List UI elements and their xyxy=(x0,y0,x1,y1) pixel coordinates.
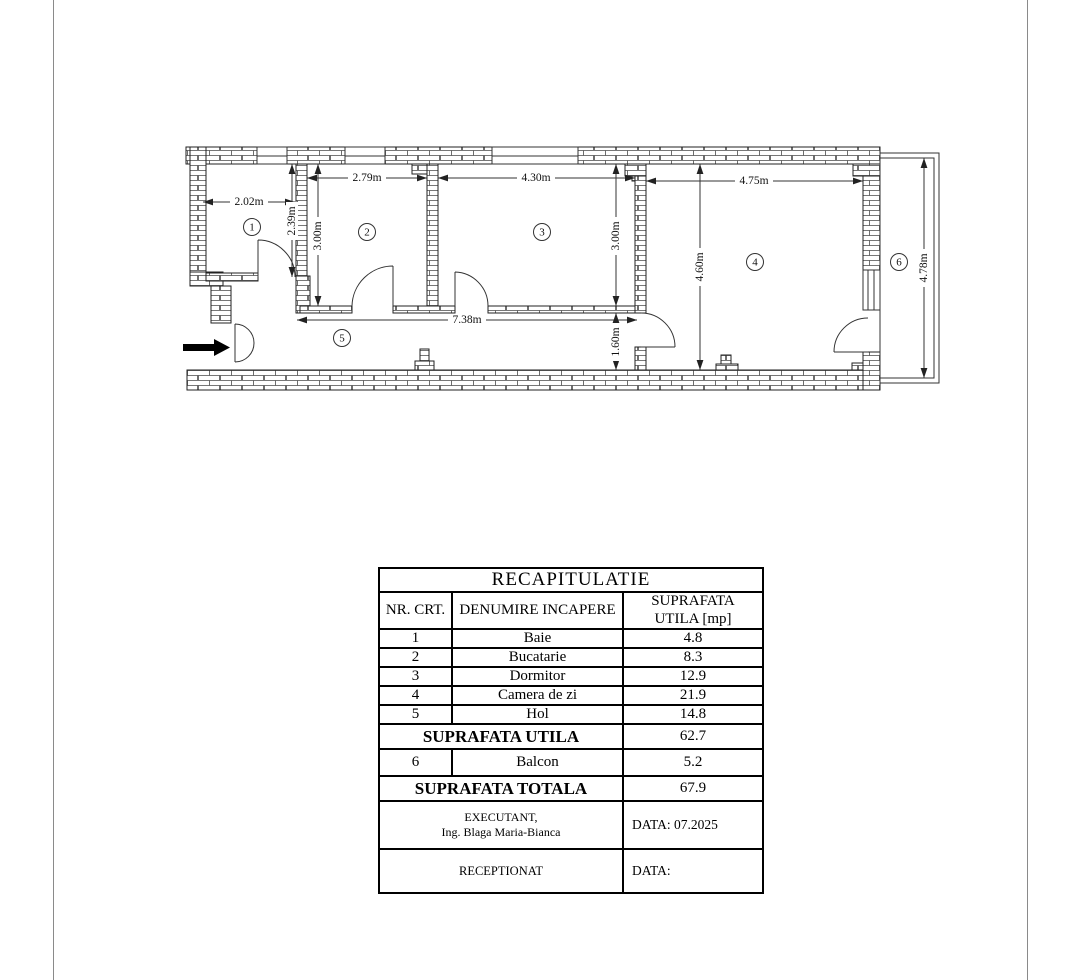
dim-label-4-60m: 4.60m xyxy=(694,252,706,282)
pier-hol-stem xyxy=(420,349,429,362)
cell-area: 8.3 xyxy=(623,648,763,667)
table-row-baie xyxy=(379,629,763,648)
col-header-nr-crt: NR. CRT. xyxy=(379,592,452,629)
pier-room4-base xyxy=(716,364,738,370)
wall-hol-north-c xyxy=(488,306,635,313)
wall-bottom xyxy=(187,370,878,390)
table-row-balcon xyxy=(379,749,763,776)
wall-left-lower xyxy=(211,286,231,323)
cell-area: 14.8 xyxy=(623,705,763,724)
cell-area: 12.9 xyxy=(623,667,763,686)
room-label-bucatarie: 2 xyxy=(364,226,370,239)
col-header-suprafata-line2: UTILA [mp] xyxy=(654,610,732,627)
col-header-suprafata-line1: SUPRAFATA xyxy=(651,593,735,610)
room-labels xyxy=(244,219,908,347)
pier-hol-base xyxy=(415,361,434,370)
door-room3 xyxy=(455,272,488,306)
dim-label-7-38m: 7.38m xyxy=(452,314,482,326)
table-row-camera-de-zi xyxy=(379,686,763,705)
room-label-hol: 5 xyxy=(339,332,345,345)
cell-nr: 3 xyxy=(379,667,452,686)
recap-header-row xyxy=(379,592,763,629)
cell-nr: 1 xyxy=(379,629,452,648)
balcony-railing-outer xyxy=(880,153,939,383)
cell-nr: 6 xyxy=(379,749,452,776)
wall-hol-north-a xyxy=(300,306,352,313)
wall-left-upper xyxy=(190,147,206,281)
interior-walls xyxy=(206,164,646,370)
cell-area: 21.9 xyxy=(623,686,763,705)
dim-label-4-30m: 4.30m xyxy=(521,172,551,184)
door-hol-room4 xyxy=(641,313,675,347)
wall-room1-south xyxy=(206,273,258,281)
dim-label-4-75m: 4.75m xyxy=(739,175,769,187)
dim-label-2-02m: 2.02m xyxy=(234,196,264,208)
dim-label-3-00m-room3: 3.00m xyxy=(610,221,622,251)
room-label-baie: 1 xyxy=(249,221,255,234)
dim-label-3-00m-room2: 3.00m xyxy=(312,221,324,251)
room-label-dormitor: 3 xyxy=(539,226,545,239)
cell-area: 5.2 xyxy=(623,749,763,776)
table-row-dormitor xyxy=(379,667,763,686)
door-room2 xyxy=(352,266,393,306)
cell-nr: 2 xyxy=(379,648,452,667)
cell-name: Baie xyxy=(452,629,623,648)
windows xyxy=(257,147,880,310)
window-balcony xyxy=(863,270,880,310)
balcony-railing xyxy=(880,153,939,383)
suprafata-totala-label: SUPRAFATA TOTALA xyxy=(379,776,623,801)
executant-line2: Ing. Blaga Maria-Bianca xyxy=(441,825,561,839)
cell-nr: 5 xyxy=(379,705,452,724)
wall-right-lower-step xyxy=(852,363,863,370)
room-label-camera-de-zi: 4 xyxy=(752,256,758,269)
cell-name: Camera de zi xyxy=(452,686,623,705)
wall-room2-room3 xyxy=(427,164,438,306)
suprafata-utila-label: SUPRAFATA UTILA xyxy=(379,724,623,749)
door-room1 xyxy=(258,240,295,277)
executant-data: DATA: 07.2025 xyxy=(623,801,763,849)
table-row-executant xyxy=(379,801,763,849)
dim-label-1-60m: 1.60m xyxy=(610,327,622,357)
dimensions xyxy=(203,158,924,378)
table-row-hol xyxy=(379,705,763,724)
cell-name: Balcon xyxy=(452,749,623,776)
room-label-balcon: 6 xyxy=(896,256,902,269)
col-header-suprafata xyxy=(623,592,763,629)
cell-area: 4.8 xyxy=(623,629,763,648)
table-row-suprafata-totala xyxy=(379,776,763,801)
wall-hol-north-b xyxy=(393,306,455,313)
suprafata-totala-value: 67.9 xyxy=(623,776,763,801)
cell-name: Bucatarie xyxy=(452,648,623,667)
wall-right-lower xyxy=(863,352,880,390)
entrance-arrow xyxy=(183,339,230,356)
dim-label-4-78m: 4.78m xyxy=(918,253,930,283)
executant-line1: EXECUTANT, xyxy=(464,810,538,824)
executant-cell xyxy=(379,801,623,849)
table-row-receptionat xyxy=(379,849,763,893)
recap-table xyxy=(378,567,764,894)
dim-label-2-39m: 2.39m xyxy=(286,206,298,236)
col-header-denumire: DENUMIRE INCAPERE xyxy=(452,592,623,629)
recap-title: RECAPITULATIE xyxy=(379,568,763,592)
cell-nr: 4 xyxy=(379,686,452,705)
suprafata-utila-value: 62.7 xyxy=(623,724,763,749)
door-balcony xyxy=(834,318,868,352)
doors xyxy=(235,240,868,362)
wall-room3-room4 xyxy=(635,176,646,313)
wall-room3-room4-head xyxy=(625,164,646,176)
wall-hol-room4-pier xyxy=(635,347,646,370)
door-entrance xyxy=(235,324,254,362)
table-row-suprafata-utila xyxy=(379,724,763,749)
wall-right-upper xyxy=(863,164,880,270)
table-row-bucatarie xyxy=(379,648,763,667)
receptionat-label: RECEPTIONAT xyxy=(379,849,623,893)
receptionat-data: DATA: xyxy=(623,849,763,893)
room-numbers xyxy=(249,222,902,345)
cell-name: Dormitor xyxy=(452,667,623,686)
recap-title-row xyxy=(379,568,763,592)
wall-right-step xyxy=(853,164,880,176)
pier-room4-stem xyxy=(721,355,731,364)
dim-label-2-79m: 2.79m xyxy=(352,172,382,184)
cell-name: Hol xyxy=(452,705,623,724)
